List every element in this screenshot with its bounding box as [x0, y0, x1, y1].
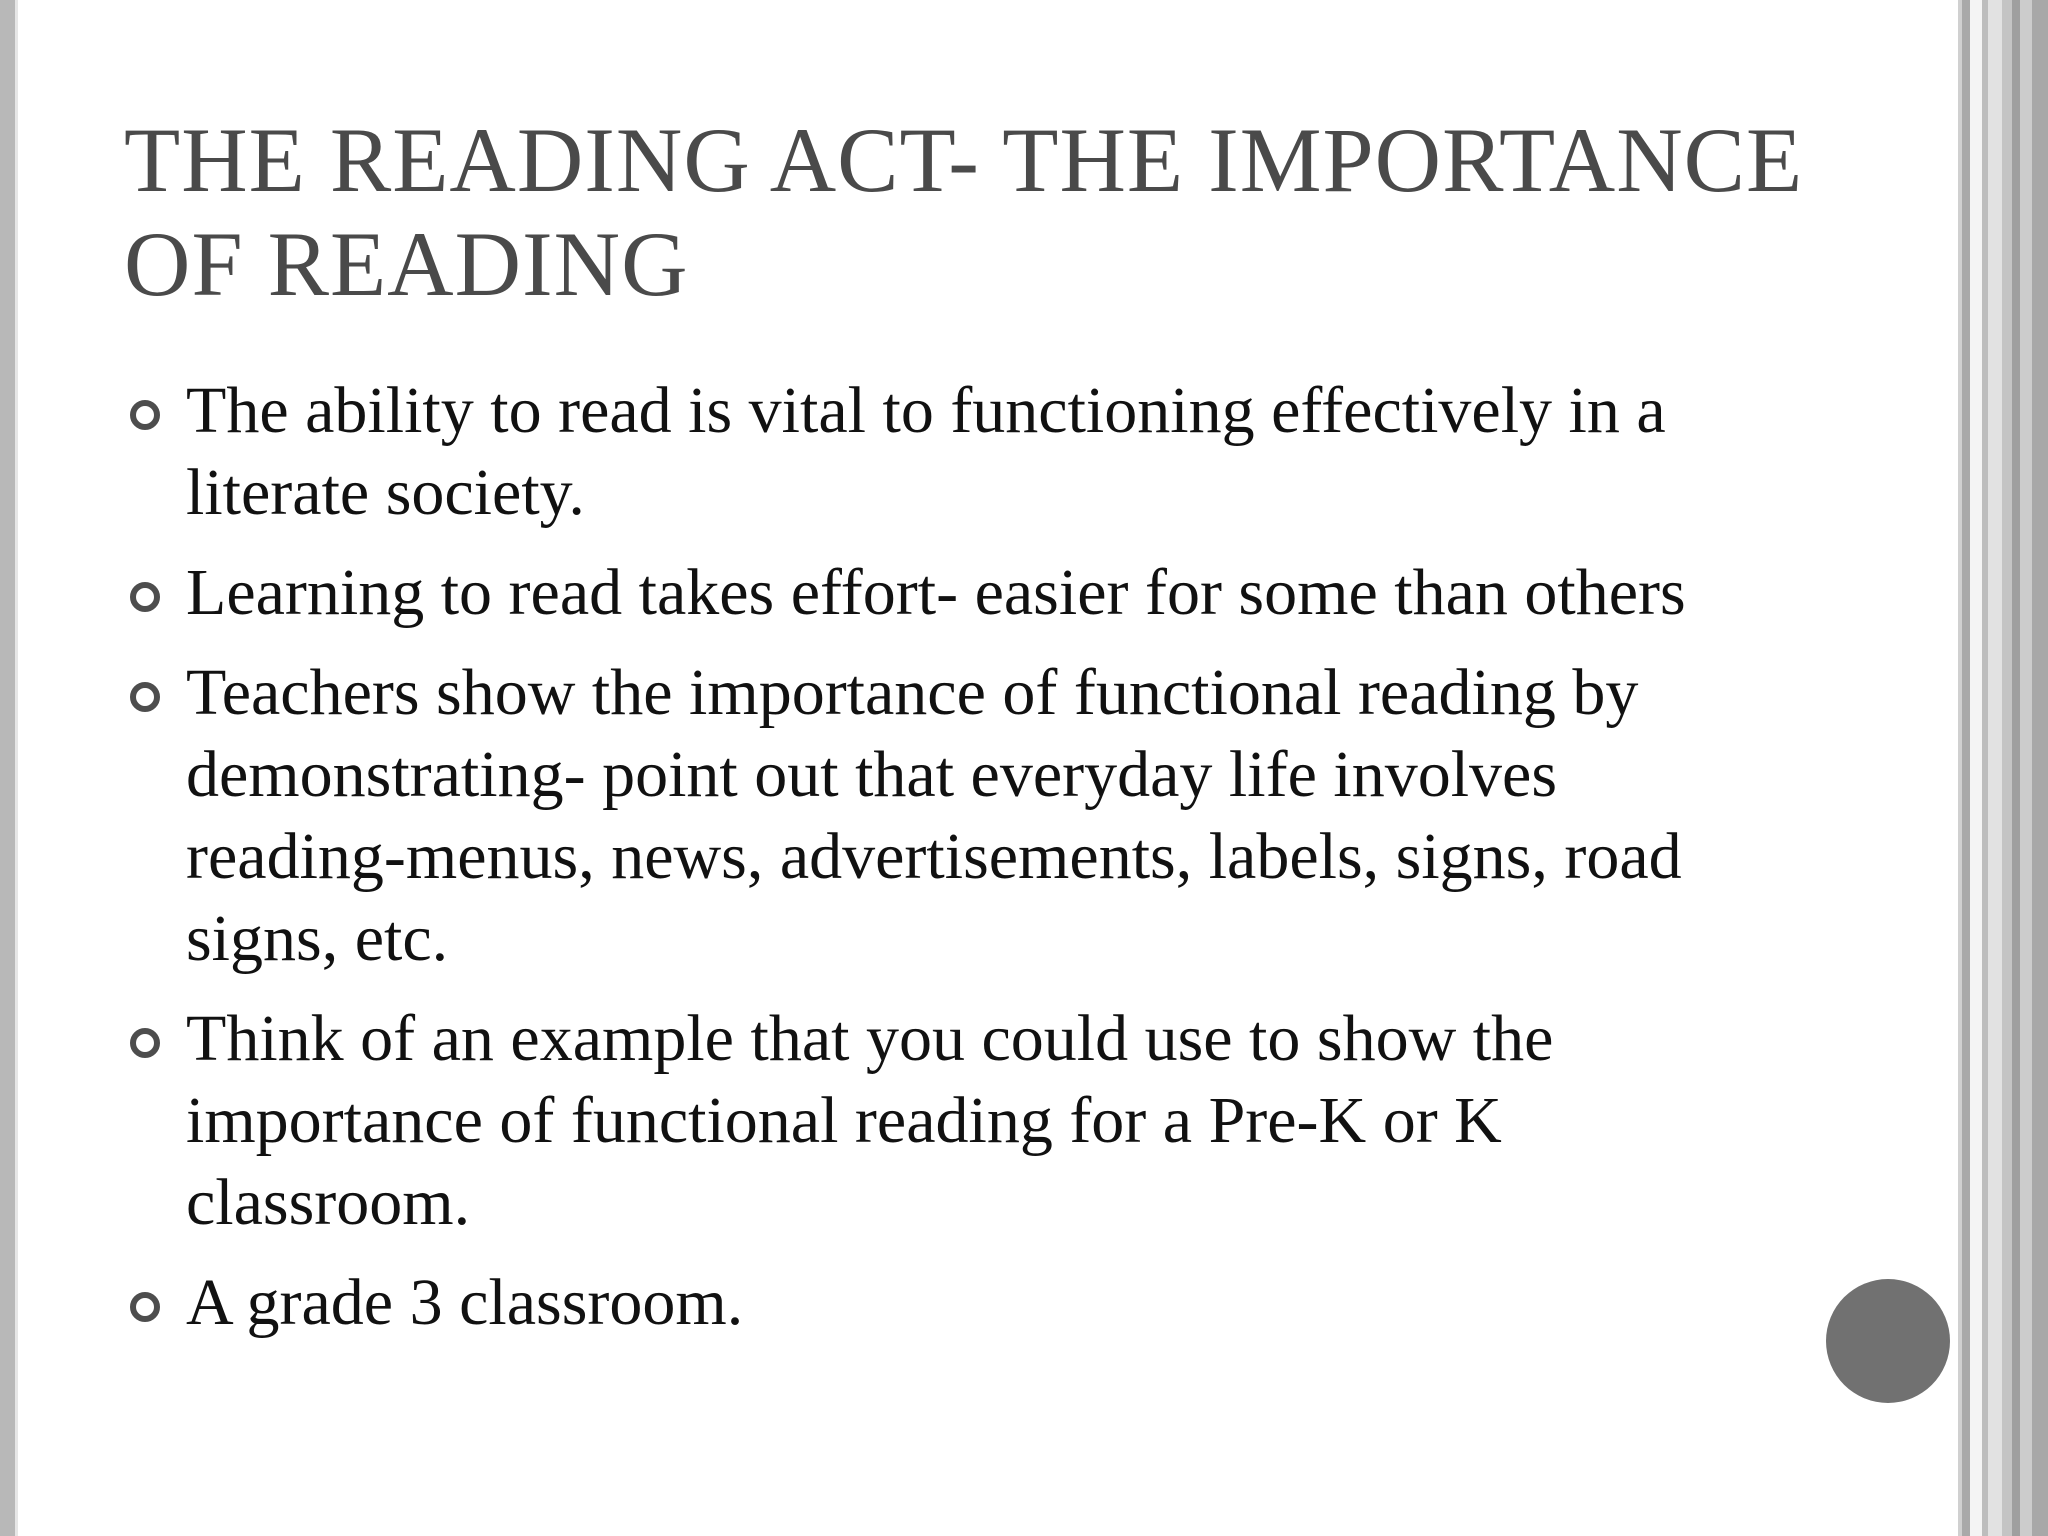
- right-frame-stripe: [2032, 0, 2048, 1536]
- bullet-item: [124, 552, 1744, 634]
- right-frame-stripe: [2002, 0, 2012, 1536]
- filled-circle-icon: [1826, 1279, 1950, 1403]
- bullet-text: A grade 3 classroom.: [186, 1266, 744, 1339]
- hollow-circle-icon: [130, 582, 160, 612]
- bullet-text: Teachers show the importance of functional reading by demonstrating- point out that everyday life involves reading-menus, news, advertisements, labels, signs, road signs, etc.: [186, 656, 1682, 975]
- hollow-circle-icon: [130, 400, 160, 430]
- right-frame-stripe: [2020, 0, 2032, 1536]
- bullet-item: [124, 370, 1744, 534]
- right-frame-stripe: [1970, 0, 1982, 1536]
- hollow-circle-icon: [130, 1292, 160, 1322]
- right-frame-stripe: [2012, 0, 2020, 1536]
- left-frame-border: [0, 0, 15, 1536]
- bullet-item: [124, 998, 1744, 1244]
- right-frame-border: [1958, 0, 2048, 1536]
- bullet-text: The ability to read is vital to functioning effectively in a literate society.: [186, 374, 1666, 529]
- slide-title: THE READING ACT- THE IMPORTANCE OF READING: [124, 109, 1804, 315]
- bullet-item: [124, 652, 1744, 980]
- hollow-circle-icon: [130, 682, 160, 712]
- hollow-circle-icon: [130, 1028, 160, 1058]
- right-frame-stripe: [1988, 0, 2002, 1536]
- bullet-list: [124, 370, 1744, 1362]
- bullet-text: Think of an example that you could use to show the importance of functional reading for a Pre-K or K classroom.: [186, 1002, 1554, 1239]
- left-frame-highlight: [15, 0, 18, 1536]
- right-frame-stripe: [1962, 0, 1970, 1536]
- bullet-item: [124, 1262, 1744, 1344]
- bullet-text: Learning to read takes effort- easier for some than others: [186, 556, 1686, 629]
